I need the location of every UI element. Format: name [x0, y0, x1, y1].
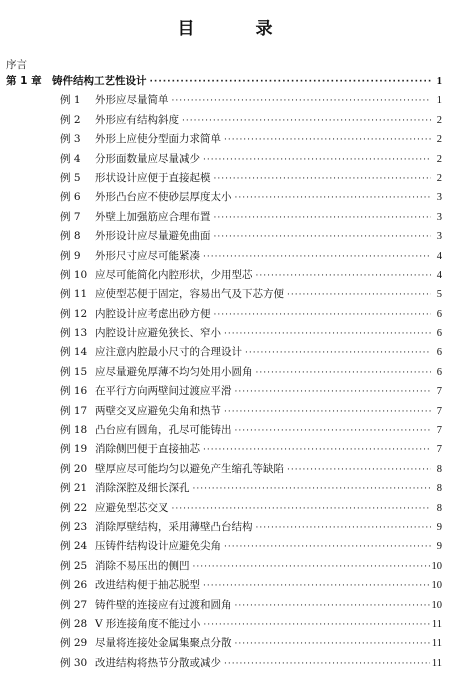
- toc-entry[interactable]: [0, 421, 450, 440]
- entry-page-number: 10: [431, 599, 442, 611]
- entry-title: 形状设计应便于直接起模: [95, 171, 211, 184]
- entry-number: 例 26: [60, 579, 88, 592]
- toc-entry[interactable]: [0, 382, 450, 401]
- toc-entry[interactable]: [0, 188, 450, 207]
- entry-page-number: 5: [436, 289, 442, 301]
- entry-page-number: 3: [436, 231, 442, 243]
- toc-entry[interactable]: [0, 576, 450, 595]
- entry-number: 例 5: [60, 171, 81, 184]
- entry-page-number: 7: [436, 444, 442, 456]
- entry-number: 例 29: [60, 637, 88, 650]
- toc-entry[interactable]: [0, 596, 450, 615]
- dot-leader: [287, 286, 431, 305]
- entry-page-number: 6: [436, 308, 442, 320]
- entry-page-number: 2: [436, 172, 442, 184]
- entry-page-number: 10: [431, 580, 442, 592]
- dot-leader: [203, 151, 431, 170]
- chapter-number: 第 1 章: [6, 75, 42, 87]
- dot-leader: [214, 306, 432, 325]
- entry-title: 消除侧凹便于直接抽芯: [95, 443, 200, 456]
- dot-leader: [172, 500, 432, 519]
- dot-leader: [214, 228, 432, 247]
- toc-entry[interactable]: [0, 169, 450, 188]
- entry-title: 消除深腔及细长深孔: [95, 482, 190, 495]
- entry-list: [0, 91, 450, 673]
- entry-title: 铸件壁的连接应有过渡和圆角: [95, 598, 232, 611]
- entry-number: 例 10: [60, 268, 88, 281]
- entry-number: 例 20: [60, 462, 88, 475]
- chapter-title: 铸件结构工艺性设计: [52, 75, 147, 87]
- entry-title: 外壁上加强筋应合理布置: [95, 210, 211, 223]
- dot-leader: [214, 209, 432, 228]
- entry-page-number: 6: [436, 347, 442, 359]
- entry-title: 外形上应使分型面力求简单: [95, 133, 221, 146]
- dot-leader: [235, 635, 430, 654]
- entry-title: 尽量将连接处金属集聚点分散: [95, 637, 232, 650]
- entry-title: 壁厚应尽可能均匀以避免产生缩孔等缺陷: [95, 462, 284, 475]
- toc-entry[interactable]: [0, 91, 450, 110]
- toc-entry[interactable]: [0, 266, 450, 285]
- toc-entry[interactable]: [0, 285, 450, 304]
- entry-page-number: 7: [436, 425, 442, 437]
- entry-number: 例 2: [60, 113, 81, 126]
- entry-number: 例 12: [60, 307, 88, 320]
- toc-entry[interactable]: [0, 111, 450, 130]
- dot-leader: [214, 170, 432, 189]
- entry-page-number: 4: [436, 269, 442, 281]
- dot-leader: [256, 364, 432, 383]
- entry-title: 应避免型芯交叉: [95, 501, 169, 514]
- dot-leader: [203, 616, 429, 635]
- entry-page-number: 11: [431, 618, 442, 630]
- entry-title: 外形应有结构斜度: [95, 113, 179, 126]
- entry-number: 例 1: [60, 94, 81, 107]
- entry-page-number: 1: [436, 95, 442, 107]
- toc-entry[interactable]: [0, 130, 450, 149]
- entry-number: 例 28: [60, 617, 88, 630]
- dot-leader: [172, 92, 432, 111]
- toc-entry[interactable]: [0, 150, 450, 169]
- toc-entry[interactable]: [0, 208, 450, 227]
- toc-entry[interactable]: [0, 634, 450, 653]
- entry-title: 内腔设计应考虑出砂方便: [95, 307, 211, 320]
- entry-page-number: 3: [436, 192, 442, 204]
- entry-page-number: 8: [436, 483, 442, 495]
- entry-number: 例 24: [60, 540, 88, 553]
- toc-entry[interactable]: [0, 402, 450, 421]
- entry-page-number: 9: [436, 541, 442, 553]
- entry-title: 内腔设计应避免狭长、窄小: [95, 327, 221, 340]
- dot-leader: [245, 344, 431, 363]
- entry-number: 例 3: [60, 133, 81, 146]
- entry-number: 例 22: [60, 501, 88, 514]
- entry-number: 例 11: [60, 288, 88, 301]
- toc-entry[interactable]: [0, 479, 450, 498]
- dot-leader: [235, 422, 432, 441]
- entry-title: 外形凸台应不使砂层厚度太小: [95, 191, 232, 204]
- entry-page-number: 11: [431, 638, 442, 650]
- dot-leader: [256, 267, 432, 286]
- entry-number: 例 30: [60, 656, 88, 669]
- entry-title: 应使型芯便于固定，容易出气及下芯方便: [95, 288, 284, 301]
- toc-entry[interactable]: [0, 324, 450, 343]
- entry-number: 例 19: [60, 443, 88, 456]
- preface-label: 序言: [6, 59, 27, 71]
- dot-leader: [235, 189, 432, 208]
- dot-leader: [193, 558, 430, 577]
- entry-page-number: 4: [436, 250, 442, 262]
- dot-leader: [182, 112, 431, 131]
- entry-page-number: 7: [436, 405, 442, 417]
- toc-entry[interactable]: [0, 247, 450, 266]
- entry-title: 消除厚壁结构，采用薄壁凸台结构: [95, 520, 253, 533]
- entry-title: 外形尺寸应尽可能紧凑: [95, 249, 200, 262]
- toc-entry[interactable]: [0, 557, 450, 576]
- dot-leader: [224, 131, 431, 150]
- toc-entry[interactable]: [0, 305, 450, 324]
- entry-page-number: 7: [436, 386, 442, 398]
- dot-leader: [224, 325, 431, 344]
- entry-title: 应注意内腔最小尺寸的合理设计: [95, 346, 242, 359]
- dot-leader: [203, 577, 430, 596]
- entry-number: 例 18: [60, 424, 88, 437]
- dot-leader: [224, 655, 430, 674]
- entry-title: 外形设计应尽量避免曲面: [95, 230, 211, 243]
- dot-leader: [224, 403, 431, 422]
- entry-page-number: 2: [436, 114, 442, 126]
- entry-number: 例 17: [60, 404, 88, 417]
- entry-number: 例 13: [60, 327, 88, 340]
- entry-page-number: 11: [431, 657, 442, 669]
- entry-page-number: 6: [436, 366, 442, 378]
- toc-entry[interactable]: [0, 537, 450, 556]
- entry-title: V 形连接角度不能过小: [95, 617, 201, 630]
- entry-page-number: 6: [436, 328, 442, 340]
- entry-number: 例 21: [60, 482, 88, 495]
- entry-title: 改进结构将热节分散或减少: [95, 656, 221, 669]
- toc-entry[interactable]: [0, 363, 450, 382]
- entry-number: 例 23: [60, 520, 88, 533]
- entry-title: 应尽量避免厚薄不均匀处用小圆角: [95, 365, 253, 378]
- toc-entry[interactable]: [0, 343, 450, 362]
- entry-title: 应尽可能简化内腔形状，少用型芯: [95, 268, 253, 281]
- entry-page-number: 8: [436, 502, 442, 514]
- entry-title: 在平行方向两壁间过渡应平滑: [95, 385, 232, 398]
- entry-title: 压铸件结构设计应避免尖角: [95, 540, 221, 553]
- page-title: 目 录: [177, 19, 295, 39]
- entry-page-number: 9: [436, 521, 442, 533]
- entry-page-number: 10: [431, 560, 442, 572]
- dot-leader: [203, 248, 431, 267]
- dot-leader: [235, 597, 430, 616]
- toc-entry[interactable]: [0, 615, 450, 634]
- toc-entry[interactable]: [0, 440, 450, 459]
- entry-title: 外形应尽量简单: [95, 94, 169, 107]
- dot-leader: [287, 461, 431, 480]
- entry-number: 例 14: [60, 346, 88, 359]
- entry-number: 例 7: [60, 210, 81, 223]
- entry-title: 凸台应有圆角，孔尽可能铸出: [95, 424, 232, 437]
- entry-number: 例 6: [60, 191, 81, 204]
- entry-title: 消除不易压出的侧凹: [95, 559, 190, 572]
- toc-entry[interactable]: [0, 227, 450, 246]
- toc-entry[interactable]: [0, 518, 450, 537]
- dot-leader: [256, 519, 432, 538]
- entry-page-number: 2: [436, 153, 442, 165]
- entry-page-number: 8: [436, 463, 442, 475]
- chapter-row[interactable]: [0, 72, 450, 91]
- entry-number: 例 8: [60, 230, 81, 243]
- toc-entry[interactable]: [0, 654, 450, 673]
- entry-number: 例 15: [60, 365, 88, 378]
- toc-entry[interactable]: [0, 460, 450, 479]
- entry-title: 两壁交叉应避免尖角和热节: [95, 404, 221, 417]
- dot-leader: [235, 383, 432, 402]
- dot-leader: [203, 441, 431, 460]
- entry-page-number: 3: [436, 211, 442, 223]
- entry-number: 例 4: [60, 152, 81, 165]
- entry-page-number: 2: [436, 134, 442, 146]
- chapter-page-number: 1: [436, 76, 442, 87]
- dot-leader: [193, 480, 432, 499]
- dot-leader: [224, 538, 431, 557]
- table-of-contents: [0, 72, 450, 673]
- entry-title: 分形面数量应尽量减少: [95, 152, 200, 165]
- dot-leader: [150, 73, 432, 92]
- entry-number: 例 9: [60, 249, 81, 262]
- entry-title: 改进结构便于抽芯脱型: [95, 579, 200, 592]
- entry-number: 例 16: [60, 385, 88, 398]
- entry-number: 例 25: [60, 559, 88, 572]
- toc-entry[interactable]: [0, 499, 450, 518]
- entry-number: 例 27: [60, 598, 88, 611]
